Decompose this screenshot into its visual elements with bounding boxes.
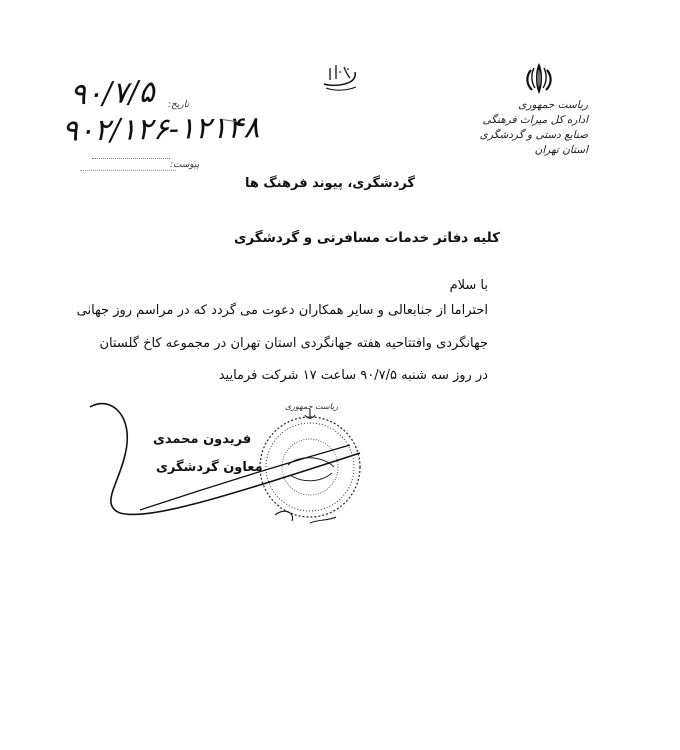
organization-name — [478, 98, 588, 158]
invocation-calligraphy — [320, 60, 360, 94]
greeting: با سلام — [449, 278, 488, 293]
org-line: استان تهران — [534, 144, 588, 156]
signer-title: معاون گردشگری — [156, 460, 263, 475]
slogan: گردشگری، پیوند فرهنگ ها — [244, 176, 415, 191]
letter-number: ۹۰۲/۱۲۶-۱۲۱۴۸ — [61, 110, 260, 149]
seal-top-text: ریاست جمهوری — [285, 402, 339, 411]
body-line: احتراما از جنابعالی و سایر همکاران دعوت می گردد که در مراسم روز جهانی — [76, 303, 488, 318]
dotted-line — [80, 170, 176, 171]
date-value: ۹۰/۷/۵ — [69, 74, 156, 113]
attachment-label: پیوست: — [170, 160, 200, 170]
dotted-line — [92, 158, 170, 159]
iran-emblem-icon — [522, 62, 556, 96]
signer-name: فریدون محمدی — [153, 432, 252, 447]
body-line: در روز سه شنبه ۹۰/۷/۵ ساعت ۱۷ شرکت فرمایید — [218, 368, 488, 383]
body-line: جهانگردی وافتتاحیه هفته جهانگردی استان تهران در مجموعه کاخ گلستان — [99, 336, 488, 351]
recipient: کلیه دفاتر خدمات مسافرتی و گردشگری — [234, 230, 500, 246]
org-line: اداره کل میراث فرهنگی — [482, 114, 588, 126]
date-label: تاریخ: — [168, 100, 189, 110]
org-line: ریاست جمهوری — [518, 99, 588, 111]
org-line: صنایع دستی و گردشگری — [479, 129, 588, 141]
